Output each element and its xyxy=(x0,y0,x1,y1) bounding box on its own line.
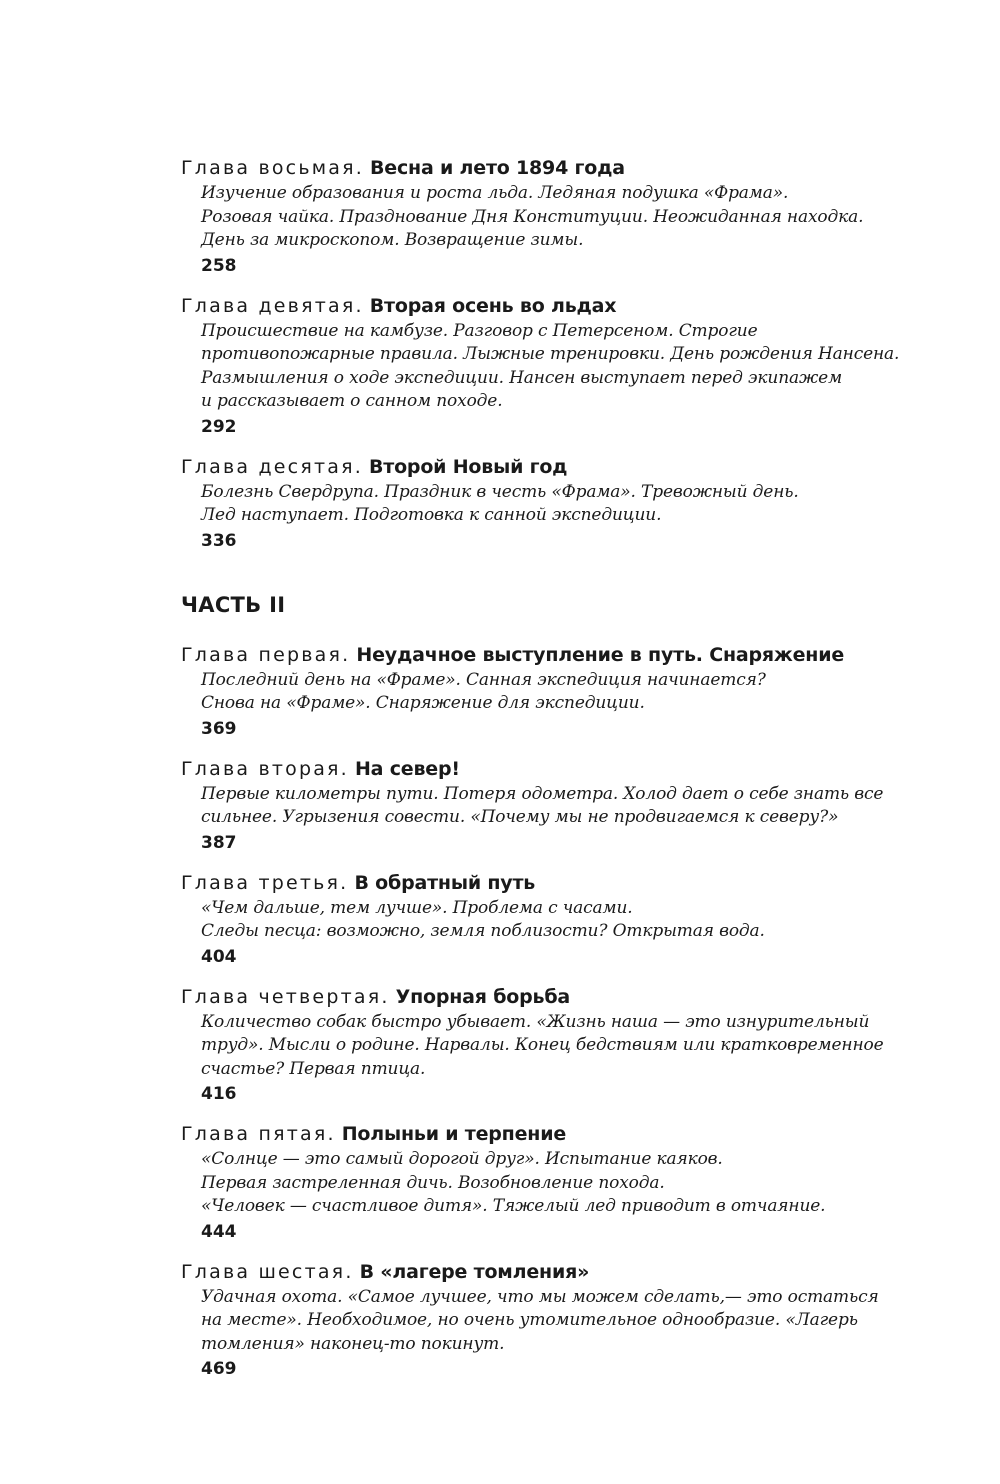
chapter-entry xyxy=(181,983,884,1107)
table-of-contents xyxy=(181,154,900,1395)
chapter-number: Глава вторая. xyxy=(181,757,349,780)
chapter-heading xyxy=(181,292,871,320)
chapter-page-number: 416 xyxy=(201,1084,237,1104)
chapter-title: Вторая осень во льдах xyxy=(369,294,617,317)
chapter-summary-line: Снова на «Фраме». Снаряжение для экспедиции. xyxy=(201,693,645,713)
chapter-summary-line: Следы песца: возможно, земля поблизости? Открытая вода. xyxy=(201,921,765,941)
chapter-title: В обратный путь xyxy=(354,871,536,894)
chapter-page-number: 258 xyxy=(201,255,237,276)
chapter-title: Неудачное выступление в путь. Снаряжение xyxy=(356,643,845,666)
chapter-summary-line: противопожарные правила. Лыжные тренировки. День рождения Нансена. xyxy=(201,344,900,364)
chapter-page-number: 336 xyxy=(201,530,237,551)
chapter-heading xyxy=(181,1258,871,1286)
chapter-heading xyxy=(181,755,871,783)
chapter-summary-line: Изучение образования и роста льда. Ледяная подушка «Фрама». xyxy=(201,183,789,203)
chapter-summary xyxy=(201,182,871,253)
chapter-summary xyxy=(201,1148,871,1219)
chapter-entry xyxy=(181,1258,879,1382)
chapter-page-number: 292 xyxy=(201,416,237,437)
chapter-page-number: 387 xyxy=(201,832,237,853)
chapter-summary xyxy=(201,320,900,414)
chapter-summary-line: Размышления о ходе экспедиции. Нансен выступает перед экипажем xyxy=(201,367,843,388)
chapter-heading xyxy=(181,641,871,669)
chapter-list-part-1 xyxy=(181,154,900,553)
chapter-summary xyxy=(201,669,871,716)
chapter-entry xyxy=(181,869,871,969)
chapter-summary xyxy=(201,481,871,528)
chapter-summary-line: Лед наступает. Подготовка к санной экспедиции. xyxy=(201,505,662,525)
chapter-entry xyxy=(181,755,884,855)
chapter-summary-line: Первые километры пути. Потеря одометра. Холод дает о себе знать все xyxy=(201,783,884,804)
chapter-page-number: 369 xyxy=(201,718,237,739)
chapter-entry xyxy=(181,641,871,741)
chapter-page-number: 469 xyxy=(201,1359,237,1379)
chapter-number: Глава третья. xyxy=(181,871,349,894)
chapter-entry xyxy=(181,453,871,553)
chapter-summary-line: труд». Мысли о родине. Нарвалы. Конец бедствиям или кратковременное xyxy=(201,1035,884,1055)
chapter-title: Весна и лето 1894 года xyxy=(370,157,625,179)
chapter-summary-line: «Чем дальше, тем лучше». Проблема с часами. xyxy=(201,897,633,918)
chapter-summary xyxy=(201,783,884,830)
chapter-heading xyxy=(181,154,871,182)
chapter-entry xyxy=(181,1120,871,1244)
chapter-number: Глава десятая. xyxy=(181,455,363,478)
chapter-title: На север! xyxy=(354,757,460,780)
chapter-title: Полыньи и терпение xyxy=(341,1123,567,1145)
chapter-summary-line: «Солнце — это самый дорогой друг». Испытание каяков. xyxy=(201,1149,723,1169)
chapter-summary-line: счастье? Первая птица. xyxy=(201,1058,426,1079)
chapter-summary-line: Розовая чайка. Празднование Дня Конституции. Неожиданная находка. xyxy=(201,206,864,227)
chapter-number: Глава девятая. xyxy=(181,294,364,317)
chapter-summary-line: Удачная охота. «Самое лучшее, что мы можем сделать,— это остаться xyxy=(201,1286,879,1307)
chapter-summary-line: Болезнь Свердрупа. Праздник в честь «Фрама». Тревожный день. xyxy=(201,481,799,502)
chapter-heading xyxy=(181,453,871,481)
chapter-title: Упорная борьба xyxy=(395,985,571,1008)
chapter-summary-line: Количество собак быстро убывает. «Жизнь наша — это изнурительный xyxy=(201,1011,870,1032)
chapter-summary-line: и рассказывает о санном походе. xyxy=(201,391,503,411)
chapter-entry xyxy=(181,292,900,439)
chapter-page-number: 444 xyxy=(201,1221,237,1242)
chapter-summary-line: томления» наконец-то покинут. xyxy=(201,1333,505,1354)
chapter-heading xyxy=(181,983,871,1011)
chapter-summary xyxy=(201,1011,884,1082)
chapter-page-number: 404 xyxy=(201,946,237,967)
chapter-number: Глава четвертая. xyxy=(181,985,390,1008)
chapter-number: Глава пятая. xyxy=(181,1123,336,1145)
chapter-title: В «лагере томления» xyxy=(359,1260,590,1283)
chapter-summary-line: «Человек — счастливое дитя». Тяжелый лед приводит в отчаяние. xyxy=(201,1196,826,1216)
chapter-heading xyxy=(181,869,871,897)
chapter-summary xyxy=(201,897,871,944)
chapter-heading xyxy=(181,1120,871,1148)
chapter-list-part-2 xyxy=(181,641,884,1382)
chapter-summary-line: сильнее. Угрызения совести. «Почему мы не продвигаемся к северу?» xyxy=(201,807,839,827)
chapter-number: Глава восьмая. xyxy=(181,157,364,179)
chapter-entry xyxy=(181,154,871,278)
chapter-number: Глава шестая. xyxy=(181,1260,354,1283)
chapter-title: Второй Новый год xyxy=(368,455,568,478)
chapter-summary-line: Последний день на «Фраме». Санная экспедиция начинается? xyxy=(201,669,766,690)
part-heading: ЧАСТЬ II xyxy=(181,592,286,617)
chapter-summary xyxy=(201,1286,879,1357)
chapter-number: Глава первая. xyxy=(181,643,351,666)
chapter-summary-line: Первая застреленная дичь. Возобновление похода. xyxy=(201,1172,665,1193)
chapter-summary-line: на месте». Необходимое, но очень утомительное однообразие. «Лагерь xyxy=(201,1310,858,1330)
chapter-summary-line: Происшествие на камбузе. Разговор с Петерсеном. Строгие xyxy=(201,320,758,341)
chapter-summary-line: День за микроскопом. Возвращение зимы. xyxy=(201,230,584,250)
